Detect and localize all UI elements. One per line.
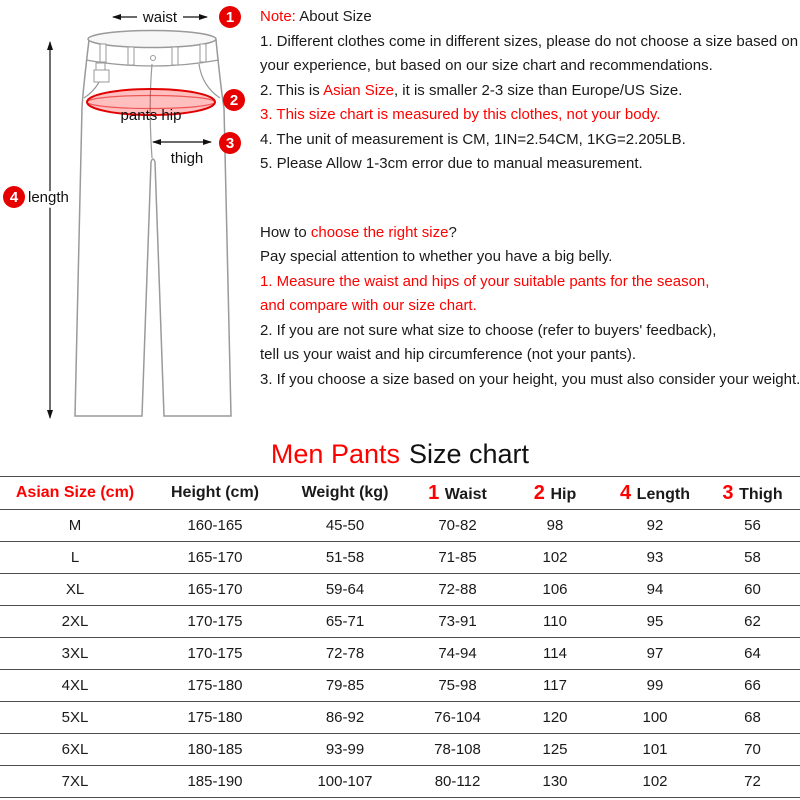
- title-black-part: Size chart: [409, 438, 530, 469]
- column-header-length: [605, 477, 705, 510]
- column-header-asian-size-cm: [0, 477, 150, 510]
- note-text-segment: 2. This is: [260, 81, 324, 99]
- measurement-cell: 101: [605, 734, 705, 766]
- waist-label: waist: [142, 9, 178, 26]
- header-number: 3: [722, 481, 740, 504]
- measurement-cell: 97: [605, 638, 705, 670]
- note-text-segment: your experience, but based on our size chart and recommendations.: [260, 57, 713, 74]
- size-label-cell: 4XL: [0, 670, 150, 702]
- measurement-cell: 76-104: [410, 702, 505, 734]
- measurement-cell: 58: [705, 542, 800, 574]
- size-label-cell: 2XL: [0, 606, 150, 638]
- measurement-cell: 100-107: [280, 766, 410, 798]
- size-label-cell: L: [0, 542, 150, 574]
- marker-1-number: 1: [225, 9, 235, 26]
- measurement-cell: 120: [505, 702, 605, 734]
- measurement-cell: 62: [705, 606, 800, 638]
- header-label: Asian Size (cm): [15, 484, 135, 501]
- column-header-waist: [410, 477, 505, 510]
- header-number: 1: [428, 481, 445, 504]
- note-line: [260, 54, 800, 79]
- note-text-segment: and compare with our size chart.: [260, 297, 477, 314]
- size-notes: [252, 0, 800, 432]
- note-text-segment: ?: [448, 223, 457, 241]
- waist-button: [151, 56, 156, 61]
- measurement-cell: 100: [605, 702, 705, 734]
- measurement-cell: 64: [705, 638, 800, 670]
- measurement-cell: 175-180: [150, 670, 280, 702]
- measurement-cell: 92: [605, 510, 705, 542]
- column-header-thigh: [705, 477, 800, 510]
- size-row-m: [0, 510, 800, 542]
- size-label-cell: 5XL: [0, 702, 150, 734]
- measurement-cell: 79-85: [280, 670, 410, 702]
- measurement-cell: 72-88: [410, 574, 505, 606]
- note-line: [260, 152, 800, 177]
- note-text-segment: 5. Please Allow 1-3cm error due to manual measurement.: [260, 155, 643, 172]
- header-label: Hip: [550, 485, 577, 503]
- measurement-cell: 170-175: [150, 606, 280, 638]
- measurement-cell: 66: [705, 670, 800, 702]
- measurement-cell: 125: [505, 734, 605, 766]
- note-line: [260, 30, 800, 55]
- measurement-cell: 106: [505, 574, 605, 606]
- measurement-cell: 130: [505, 766, 605, 798]
- size-row-xl: [0, 574, 800, 606]
- diagram-area: [0, 0, 252, 432]
- measurement-cell: 160-165: [150, 510, 280, 542]
- size-row-6xl: [0, 734, 800, 766]
- note-line: [260, 294, 800, 319]
- note-section-2: [260, 221, 800, 393]
- note-text-segment: , it is smaller 2-3 size than Europe/US Size.: [393, 81, 683, 99]
- measurement-cell: 99: [605, 670, 705, 702]
- hip-label: pants hip: [120, 107, 182, 124]
- measurement-cell: 70: [705, 734, 800, 766]
- belt-loop: [200, 44, 206, 62]
- measurement-cell: 98: [505, 510, 605, 542]
- size-table: [0, 476, 800, 798]
- size-label-cell: 3XL: [0, 638, 150, 670]
- measurement-cell: 68: [705, 702, 800, 734]
- measurement-cell: 95: [605, 606, 705, 638]
- note-text-segment: 2. If you are not sure what size to choose (refer to buyers' feedback),: [260, 321, 717, 339]
- coin-pocket-flap: [96, 63, 105, 70]
- header-label: Weight (kg): [301, 484, 389, 501]
- belt-loop: [100, 44, 106, 62]
- measurement-cell: 78-108: [410, 734, 505, 766]
- measurement-cell: 102: [505, 542, 605, 574]
- length-label: length: [28, 189, 69, 206]
- size-row-l: [0, 542, 800, 574]
- size-row-5xl: [0, 702, 800, 734]
- measurement-cell: 170-175: [150, 638, 280, 670]
- note-line: [260, 319, 800, 344]
- note-line: [260, 245, 800, 270]
- note-text-segment: tell us your waist and hip circumference (not your pants).: [260, 346, 637, 363]
- note-line: [260, 221, 800, 246]
- size-chart-title: [0, 432, 800, 476]
- measurement-cell: 65-71: [280, 606, 410, 638]
- measurement-cell: 72-78: [280, 638, 410, 670]
- measurement-cell: 56: [705, 510, 800, 542]
- header-number: 4: [619, 481, 637, 504]
- note-text-segment: How to: [260, 223, 311, 241]
- note-text-segment: 3. This size chart is measured by this clothes, not your body.: [260, 106, 661, 123]
- measurement-cell: 86-92: [280, 702, 410, 734]
- note-line: [260, 128, 800, 153]
- note-text-segment: Asian Size: [323, 81, 394, 99]
- measurement-cell: 117: [505, 670, 605, 702]
- header-number: 2: [533, 481, 551, 504]
- size-label-cell: XL: [0, 574, 150, 606]
- note-text-segment: Pay special attention to whether you have a big belly.: [260, 248, 613, 265]
- measurement-cell: 93: [605, 542, 705, 574]
- measurement-cell: 102: [605, 766, 705, 798]
- note-line: [260, 79, 800, 104]
- measurement-cell: 75-98: [410, 670, 505, 702]
- belt-loop: [128, 47, 134, 65]
- measurement-cell: 71-85: [410, 542, 505, 574]
- measurement-cell: 72: [705, 766, 800, 798]
- pants-measurement-diagram: [0, 0, 252, 432]
- note-line: [260, 5, 800, 30]
- coin-pocket: [94, 70, 109, 82]
- column-header-weight-kg: [280, 477, 410, 510]
- measurement-cell: 51-58: [280, 542, 410, 574]
- note-text-segment: 3. If you choose a size based on your height, you must also consider your weight.: [260, 370, 800, 388]
- marker-2-number: 2: [229, 92, 239, 109]
- note-text-segment: About Size: [295, 8, 372, 25]
- measurement-cell: 80-112: [410, 766, 505, 798]
- size-row-4xl: [0, 670, 800, 702]
- measurement-cell: 114: [505, 638, 605, 670]
- measurement-cell: 165-170: [150, 542, 280, 574]
- measurement-cell: 175-180: [150, 702, 280, 734]
- header-label: Thigh: [739, 485, 783, 503]
- note-section-1: [260, 5, 800, 177]
- title-red-part: Men Pants: [270, 438, 400, 469]
- size-table-body: [0, 510, 800, 798]
- size-row-3xl: [0, 638, 800, 670]
- marker-3-number: 3: [225, 135, 235, 152]
- note-text-segment: 1. Different clothes come in different sizes, please do not choose a size based on: [260, 32, 799, 50]
- size-table-header-row: [0, 477, 800, 510]
- measurement-cell: 59-64: [280, 574, 410, 606]
- measurement-cell: 180-185: [150, 734, 280, 766]
- header-label: Waist: [444, 485, 487, 503]
- marker-4-number: 4: [9, 189, 19, 206]
- header-label: Height (cm): [171, 484, 259, 501]
- thigh-label: thigh: [170, 150, 204, 167]
- note-text-segment: 4. The unit of measurement is CM, 1IN=2.54CM, 1KG=2.205LB.: [260, 130, 686, 148]
- measurement-cell: 73-91: [410, 606, 505, 638]
- size-label-cell: 7XL: [0, 766, 150, 798]
- measurement-cell: 185-190: [150, 766, 280, 798]
- note-line: [260, 343, 800, 368]
- header-label: Length: [636, 485, 690, 503]
- note-text-segment: choose the right size: [310, 223, 449, 241]
- measurement-cell: 110: [505, 606, 605, 638]
- measurement-cell: 60: [705, 574, 800, 606]
- size-label-cell: M: [0, 510, 150, 542]
- measurement-cell: 45-50: [280, 510, 410, 542]
- note-line: [260, 103, 800, 128]
- column-header-height-cm: [150, 477, 280, 510]
- measurement-cell: 74-94: [410, 638, 505, 670]
- measurement-cell: 165-170: [150, 574, 280, 606]
- measurement-cell: 94: [605, 574, 705, 606]
- size-row-2xl: [0, 606, 800, 638]
- measurement-cell: 93-99: [280, 734, 410, 766]
- measurement-cell: 70-82: [410, 510, 505, 542]
- waist-opening: [88, 31, 216, 48]
- size-label-cell: 6XL: [0, 734, 150, 766]
- belt-loop: [172, 47, 178, 65]
- note-text-segment: 1. Measure the waist and hips of your suitable pants for the season,: [260, 272, 710, 290]
- note-line: [260, 368, 800, 393]
- note-line: [260, 270, 800, 295]
- size-row-7xl: [0, 766, 800, 798]
- column-header-hip: [505, 477, 605, 510]
- note-text-segment: Note:: [260, 8, 296, 25]
